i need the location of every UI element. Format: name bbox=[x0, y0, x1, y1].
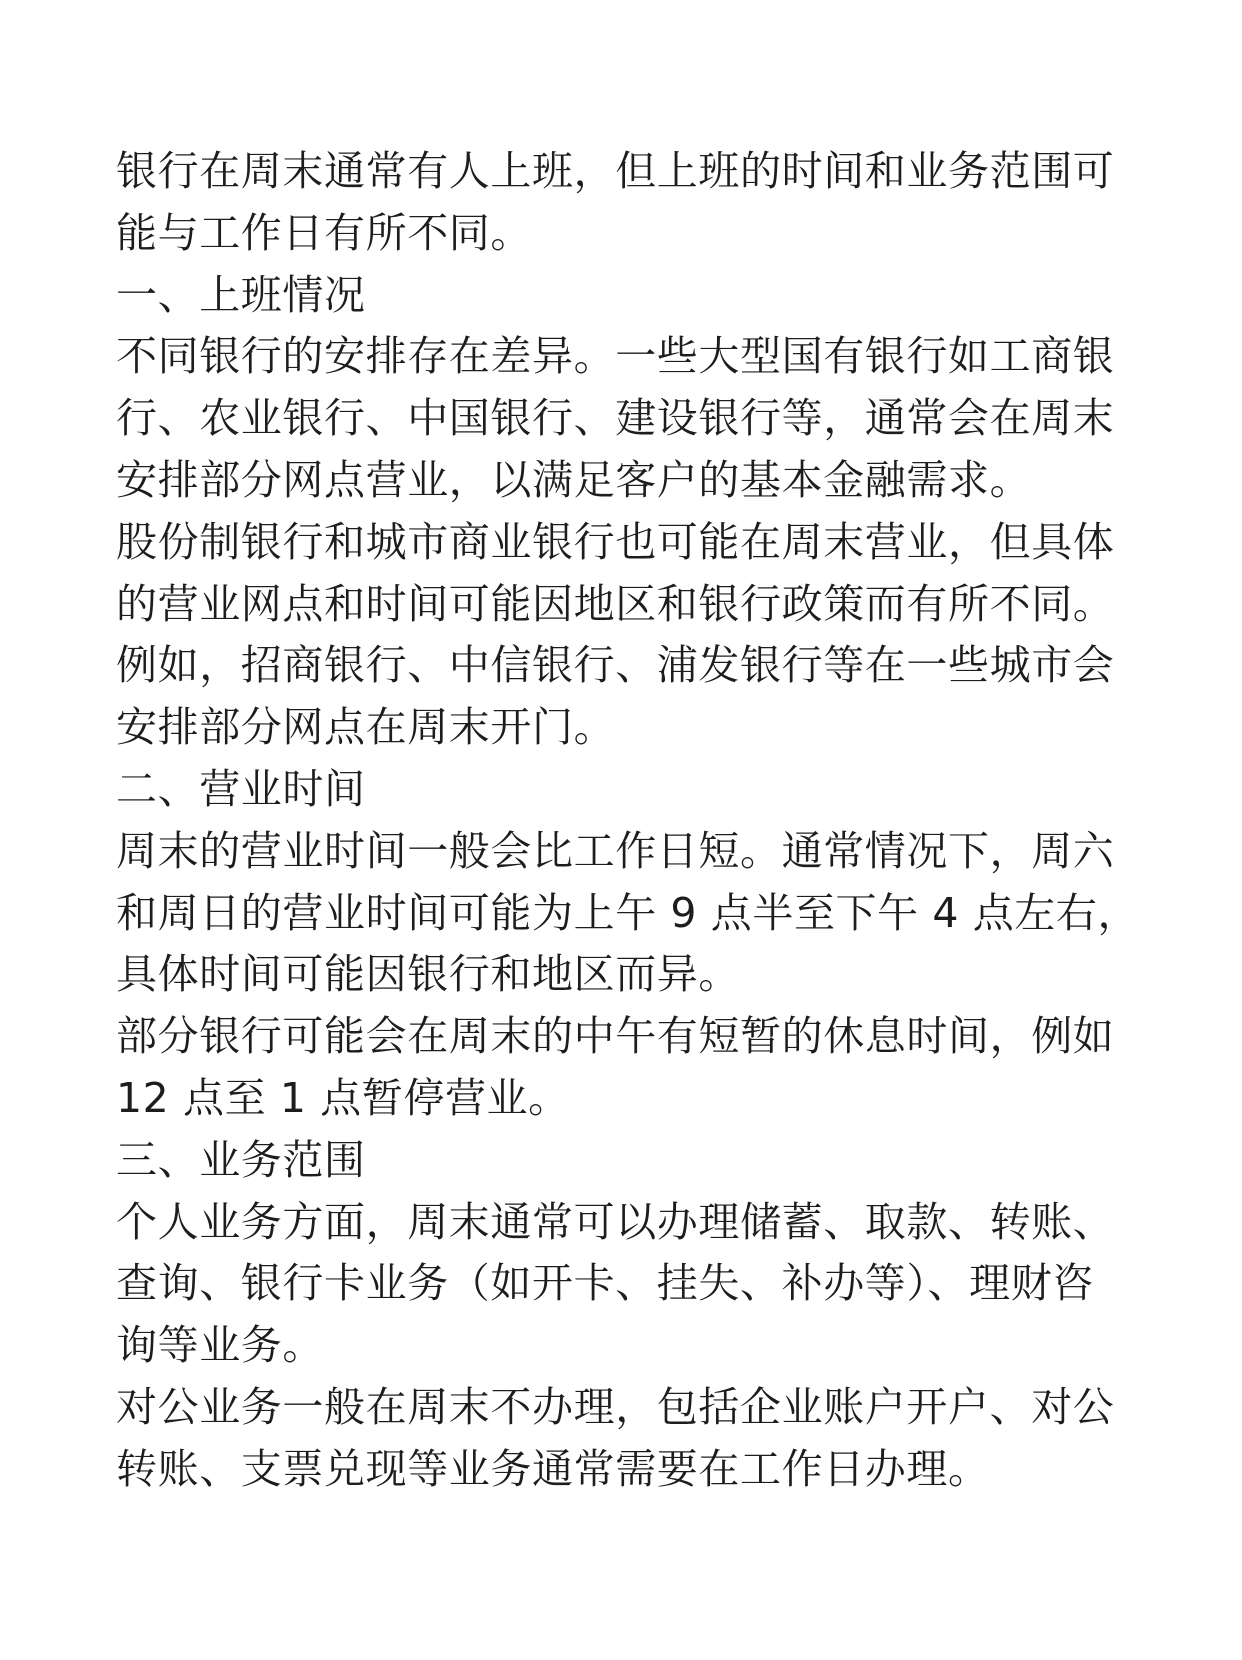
paragraph-line: 部分银行可能会在周末的中午有短暂的休息时间，例如 bbox=[116, 1012, 1115, 1061]
paragraph-line: 询等业务。 bbox=[116, 1321, 324, 1370]
paragraph-line: 例如，招商银行、中信银行、浦发银行等在一些城市会 bbox=[116, 641, 1115, 690]
paragraph-line: 个人业务方面，周末通常可以办理储蓄、取款、转账、 bbox=[116, 1197, 1115, 1246]
paragraph-line: 查询、银行卡业务（如开卡、挂失、补办等）、理财咨 bbox=[116, 1259, 1094, 1308]
paragraph-line: 行、农业银行、中国银行、建设银行等，通常会在周末 bbox=[116, 394, 1115, 443]
paragraph-line: 的营业网点和时间可能因地区和银行政策而有所不同。 bbox=[116, 579, 1115, 628]
paragraph-line: 不同银行的安排存在差异。一些大型国有银行如工商银 bbox=[116, 332, 1115, 381]
paragraph-line: 和周日的营业时间可能为上午 9 点半至下午 4 点左右， bbox=[116, 888, 1140, 937]
intro-line-1: 银行在周末通常有人上班，但上班的时间和业务范围可 bbox=[116, 147, 1115, 195]
paragraph-line: 转账、支票兑现等业务通常需要在工作日办理。 bbox=[116, 1444, 990, 1493]
paragraph-line: 安排部分网点营业，以满足客户的基本金融需求。 bbox=[116, 455, 1032, 504]
paragraph-line: 12 点至 1 点暂停营业。 bbox=[116, 1073, 570, 1122]
paragraph-line: 具体时间可能因银行和地区而异。 bbox=[116, 950, 740, 999]
paragraph-line: 对公业务一般在周末不办理，包括企业账户开户、对公 bbox=[116, 1382, 1115, 1431]
section-heading-2: 二、营业时间 bbox=[116, 764, 366, 813]
section-heading-3: 三、业务范围 bbox=[116, 1135, 366, 1184]
section-heading-1: 一、上班情况 bbox=[116, 270, 366, 319]
paragraph-line: 股份制银行和城市商业银行也可能在周末营业，但具体 bbox=[116, 517, 1115, 566]
document-body bbox=[116, 141, 1140, 1501]
paragraph-line: 安排部分网点在周末开门。 bbox=[116, 703, 616, 752]
paragraph-line: 周末的营业时间一般会比工作日短。通常情况下，周六 bbox=[116, 826, 1115, 875]
intro-line-2: 能与工作日有所不同。 bbox=[116, 208, 532, 257]
